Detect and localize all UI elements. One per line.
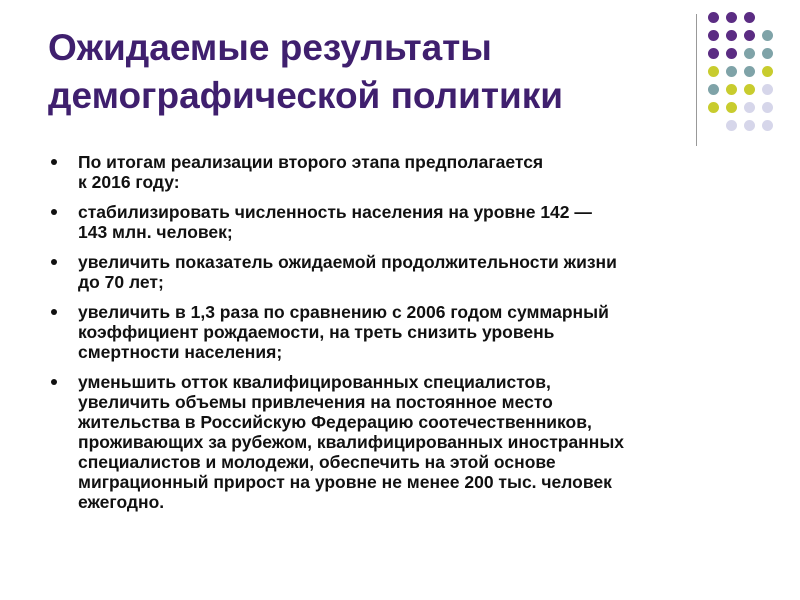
bullet-text: увеличить показатель ожидаемой продолжительности жизни до 70 лет; — [78, 252, 617, 292]
bullet-item — [48, 252, 748, 292]
decorative-dot — [726, 66, 737, 77]
bullet-dot-icon — [51, 209, 57, 215]
decorative-dot — [744, 66, 755, 77]
decorative-dot — [762, 66, 773, 77]
decorative-dot — [744, 12, 755, 23]
decorative-dot — [726, 12, 737, 23]
bullet-text: увеличить в 1,3 раза по сравнению с 2006 годом суммарный коэффициент рождаемости, на треть снизить уровень смертности населения; — [78, 302, 609, 362]
decorative-dot — [744, 84, 755, 95]
slide-title — [48, 24, 668, 120]
slide-title-line-2: демографической политики — [48, 75, 563, 116]
decorative-dot — [708, 12, 719, 23]
decorative-dot — [726, 84, 737, 95]
decorative-dot — [762, 102, 773, 113]
decorative-dot — [744, 120, 755, 131]
bullet-item — [48, 202, 748, 242]
bullet-text: По итогам реализации второго этапа предполагается к 2016 году: — [78, 152, 544, 192]
decorative-dot — [708, 84, 719, 95]
decorative-dot — [762, 120, 773, 131]
bullet-text: уменьшить отток квалифицированных специалистов, увеличить объемы привлечения на постоянное место жительства в Российскую Федерацию соотечественников, проживающих за рубежом, квалифицированных иностранных специалистов и молодежи, обеспечить на этой основе миграционный прирост на уровне не менее 200 тыс. человек ежегодно. — [78, 372, 625, 512]
bullet-item — [48, 302, 748, 362]
bullet-text: стабилизировать численность населения на уровне 142 — 143 млн. человек; — [78, 202, 592, 242]
slide-title-line-1: Ожидаемые результаты — [48, 27, 492, 68]
bullet-dot-icon — [51, 259, 57, 265]
decorative-dot — [708, 48, 719, 59]
bullet-dot-icon — [51, 159, 57, 165]
decorative-dot — [744, 30, 755, 41]
decorative-dot — [726, 30, 737, 41]
decorative-dot — [708, 30, 719, 41]
decorative-divider — [696, 14, 697, 146]
decorative-dot — [708, 102, 719, 113]
decorative-dot — [726, 48, 737, 59]
decorative-dot — [744, 48, 755, 59]
decorative-dot — [762, 30, 773, 41]
decorative-dot — [708, 66, 719, 77]
decorative-dot-grid — [700, 12, 790, 128]
decorative-dot — [744, 102, 755, 113]
decorative-dot — [762, 84, 773, 95]
decorative-dot — [726, 120, 737, 131]
decorative-dot — [762, 48, 773, 59]
bullet-item — [48, 152, 748, 192]
bullet-item — [48, 372, 748, 512]
decorative-dot — [726, 102, 737, 113]
bullet-list — [48, 152, 748, 522]
bullet-dot-icon — [51, 379, 57, 385]
bullet-dot-icon — [51, 309, 57, 315]
